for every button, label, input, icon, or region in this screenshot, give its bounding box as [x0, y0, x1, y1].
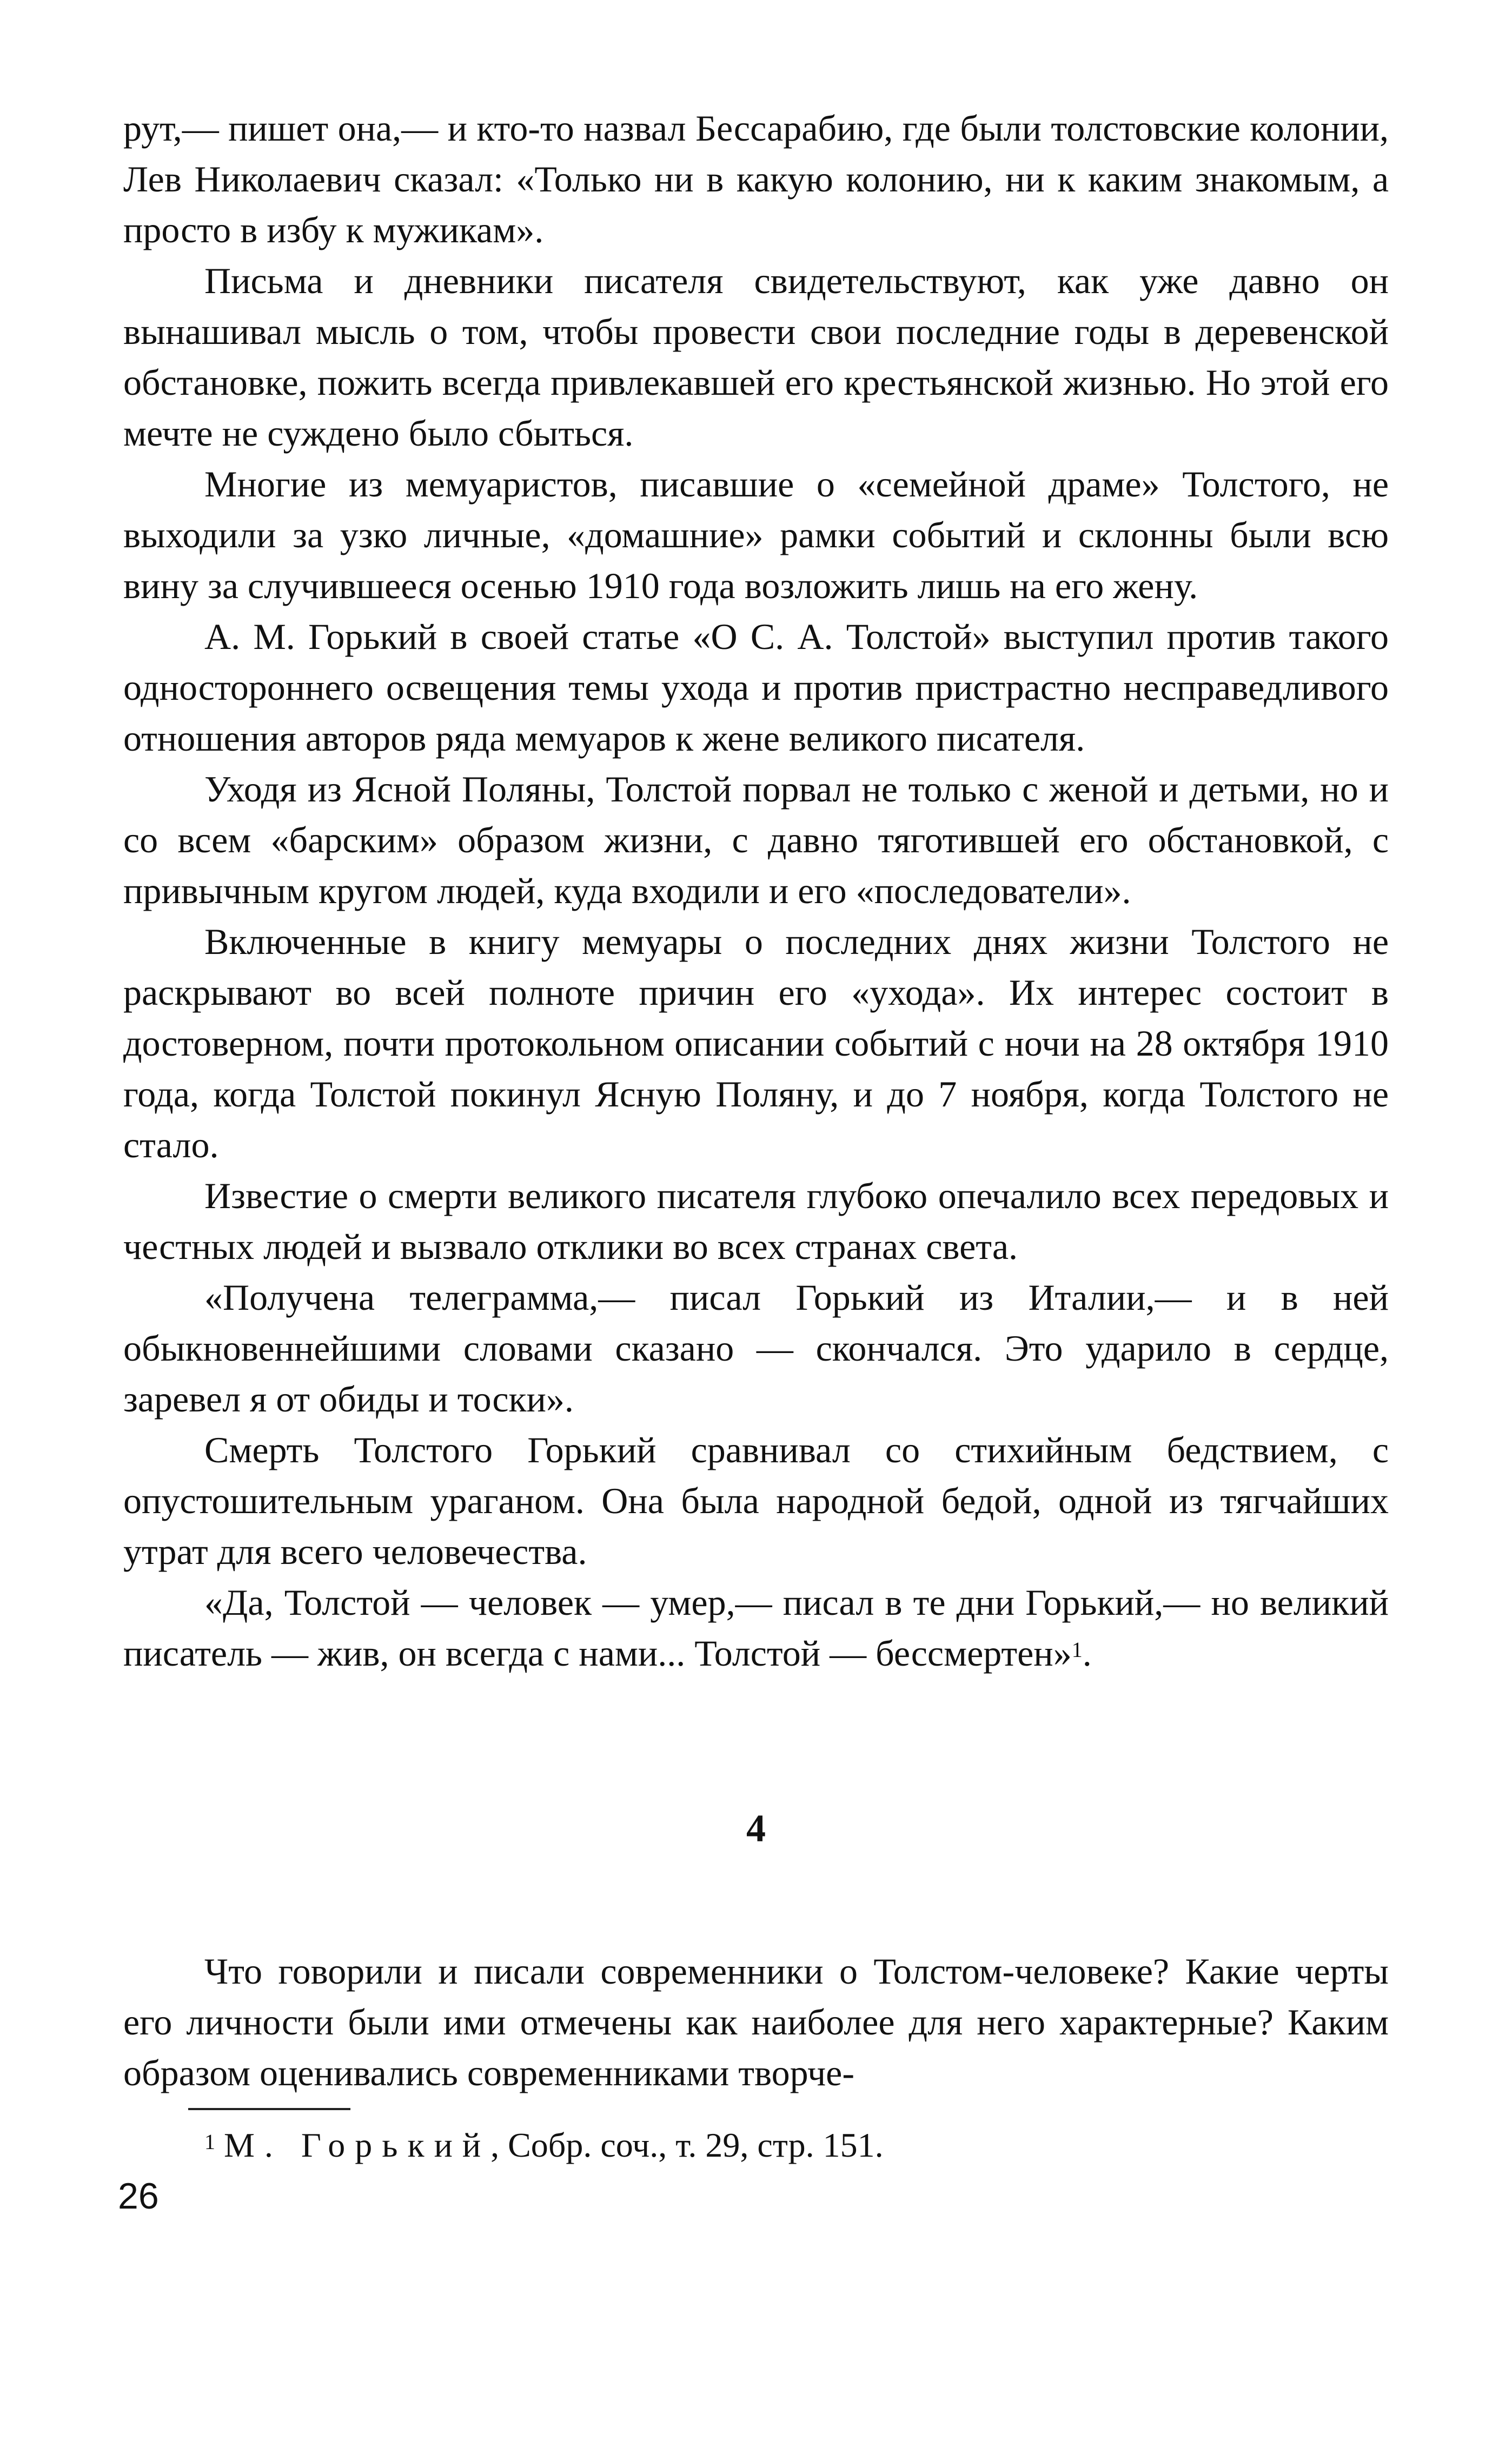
- page-content: [123, 103, 1389, 2171]
- footnote-divider: [188, 2108, 350, 2110]
- paragraph: Включенные в книгу мемуары о последних днях жизни Толстого не раскрывают во всей полноте причин его «ухода». Их интерес состоит в достоверном, почти протокольном описании событий с ночи на 28 октября 1910 года, когда Толстой покинул Ясную Поляну, и до 7 ноября, когда Толстого не стало.: [123, 921, 1389, 1165]
- footnote-marker: 1: [204, 2130, 215, 2154]
- paragraph: А. М. Горький в своей статье «О С. А. Толстой» выступил против такого одностороннего освещения темы ухода и против пристрастно несправедливого отношения авторов ряда мемуаров к жене великого писателя.: [123, 616, 1389, 759]
- paragraph: Многие из мемуаристов, писавшие о «семейной драме» Толстого, не выходили за узко личные, «домашние» рамки событий и склонны были всю вину за случившееся осенью 1910 года возложить лишь на его жену.: [123, 463, 1389, 606]
- section-body: [123, 1946, 1389, 2098]
- section-paragraph: Что говорили и писали современники о Толстом-человеке? Какие черты его личности были ими отмечены как наиболее для него характерные? Каким образом оценивались современниками творче-: [123, 1951, 1389, 2093]
- paragraph: Письма и дневники писателя свидетельствуют, как уже давно он вынашивал мысль о том, чтобы провести свои последние годы в деревенской обстановке, пожить всегда привлекавшей его крестьянской жизнью. Но этой его мечте не суждено было сбыться.: [123, 260, 1389, 454]
- page-number: 26: [118, 2176, 159, 2217]
- paragraph: Смерть Толстого Горький сравнивал со стихийным бедствием, с опустошительным ураганом. Она была народной бедой, одной из тягчайших утрат для всего человечества.: [123, 1429, 1389, 1572]
- section-number: 4: [746, 1807, 766, 1850]
- footnote-author: М. Горький: [224, 2126, 491, 2164]
- paragraph: Уходя из Ясной Поляны, Толстой порвал не только с женой и детьми, но и со всем «барским» образом жизни, с давно тяготившей его обстановкой, с привычным кругом людей, куда входили и его «последователи».: [123, 768, 1389, 911]
- paragraph-text: «Да, Толстой — человек — умер,— писал в те дни Горький,— но великий писатель — жив, он всегда с нами... Толстой — бессмертен»: [123, 1582, 1389, 1674]
- paragraph: «Получена телеграмма,— писал Горький из Италии,— и в ней обыкновеннейшими словами сказано — скончался. Это ударило в сердце, заревел я от обиды и тоски».: [123, 1277, 1389, 1420]
- paragraph-with-footnote-ref: «Да, Толстой — человек — умер,— писал в те дни Горький,— но великий писатель — жив, он всегда с нами... Толстой — бессмертен»$^1$.: [123, 1582, 1389, 1674]
- paragraph: Известие о смерти великого писателя глубоко опечалило всех передовых и честных людей и вызвало отклики во всех странах света.: [123, 1175, 1389, 1267]
- footnote-reference: 1: [1071, 1637, 1083, 1662]
- body-text: [123, 103, 1389, 1679]
- paragraph: рут,— пишет она,— и кто-то назвал Бессарабию, где были толстовские колонии, Лев Николаевич сказал: «Только ни в какую колонию, ни к каким знакомым, а просто в избу к мужикам».: [123, 108, 1389, 250]
- footnote-citation: , Собр. соч., т. 29, стр. 151.: [490, 2126, 884, 2164]
- footnote: [123, 2120, 1389, 2171]
